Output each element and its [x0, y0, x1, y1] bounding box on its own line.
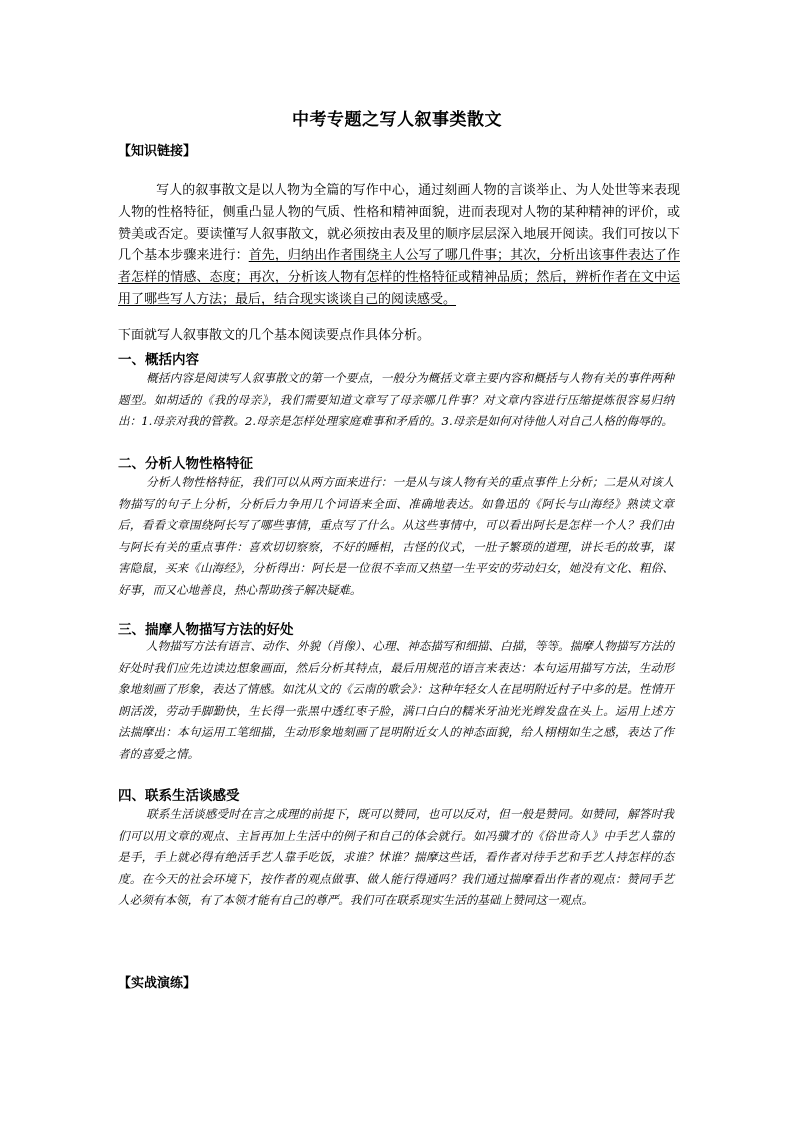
section-body-1: 概括内容是阅读写人叙事散文的第一个要点，一般分为概括文章主要内容和概括与人物有关的事件两种题型。如胡适的《我的母亲》，我们需要知道文章写了母亲哪几件事？对文章内容进行压缩提炼很容易归纳出：1.母亲对我的管教。2.母亲是怎样处理家庭难事和矛盾的。3.母亲是如何对待他人对自己人格的侮辱的。	[118, 371, 674, 428]
knowledge-link-tag: 【知识链接】	[118, 144, 197, 159]
intro-underlined-steps: 首先，归纳出作者围绕主人公写了哪几件事；其次，分析出该事件表达了作者怎样的情感、态度；再次，分析该人物有怎样的性格特征或精神品质；然后，辨析作者在文中运用了哪些写人方法；最后，结合现实谈谈自己的阅读感受。	[118, 248, 680, 307]
section-body-2: 分析人物性格特征，我们可以从两方面来进行：一是从与该人物有关的重点事件上分析；二是从对该人物描写的句子上分析，分析后力争用几个词语来全面、准确地表达。如鲁迅的《阿长与山海经》熟读文章后，看看文章围绕阿长写了哪些事情，重点写了什么。从这些事情中，可以看出阿长是怎样一个人？我们由与阿长有关的重点事件：喜欢切切察察，不好的睡相，古怪的仪式，一肚子繁琐的道理，讲长毛的故事，谋害隐鼠，买来《山海经》，分析得出：阿长是一位很不幸而又热望一生平安的劳动妇女，她没有文化、粗俗、好事，而又心地善良，热心帮助孩子解决疑难。	[118, 475, 674, 597]
lead-sentence: 下面就写人叙事散文的几个基本阅读要点作具体分析。	[118, 328, 431, 343]
intro-paragraph	[118, 180, 680, 311]
section-body-4: 联系生活谈感受时在言之成理的前提下，既可以赞同，也可以反对，但一般是赞同。如赞同，解答时我们可以用文章的观点、主旨再加上生活中的例子和自己的体会就行。如冯骥才的《俗世奇人》中手艺人靠的是手，手上就必得有绝活手艺人靠手吃饭，求谁？怵谁？揣摩这些话，看作者对待手艺和手艺人持怎样的态度。在今天的社会环境下，按作者的观点做事、做人能行得通吗？我们通过揣摩看出作者的观点：赞同手艺人必须有本领，有了本领才能有自己的尊严。我们可在联系现实生活的基础上赞同这一观点。	[118, 807, 674, 907]
practice-tag: 【实战演练】	[118, 976, 197, 991]
section-body-3: 人物描写方法有语言、动作、外貌（肖像）、心理、神态描写和细描、白描，等等。揣摩人物描写方法的好处时我们应先边读边想象画面，然后分析其特点，最后用规范的语言来表达：本句运用描写方法，生动形象地刻画了形象，表达了情感。如沈从文的《云南的歌会》：这种年轻女人在昆明附近村子中多的是。性情开朗活泼，劳动手脚勤快，生长得一张黑中透红枣子脸，满口白白的糯米牙油光光辫发盘在头上。运用上述方法揣摩出：本句运用工笔细描，生动形象地刻画了昆明附近女人的神态面貌，给人栩栩如生之感，表达了作者的喜爱之情。	[118, 639, 674, 761]
section-heading-3: 三、揣摩人物描写方法的好处	[118, 622, 294, 638]
document-title: 中考专题之写人叙事类散文	[292, 110, 502, 130]
section-heading-4: 四、联系生活谈感受	[118, 788, 240, 804]
section-heading-1: 一、概括内容	[118, 352, 199, 368]
section-heading-2: 二、分析人物性格特征	[118, 456, 253, 472]
intro-text: 写人的叙事散文是以人物为全篇的写作中心，通过刻画人物的言谈举止、为人处世等来表现人物的性格特征，侧重凸显人物的气质、性格和精神面貌，进而表现对人物的某种精神的评价，或赞美或否定。要读懂写人叙事散文，就必须按由表及里的顺序层层深入地展开阅读。我们可按以下几个基本步骤来进行：	[118, 183, 680, 264]
